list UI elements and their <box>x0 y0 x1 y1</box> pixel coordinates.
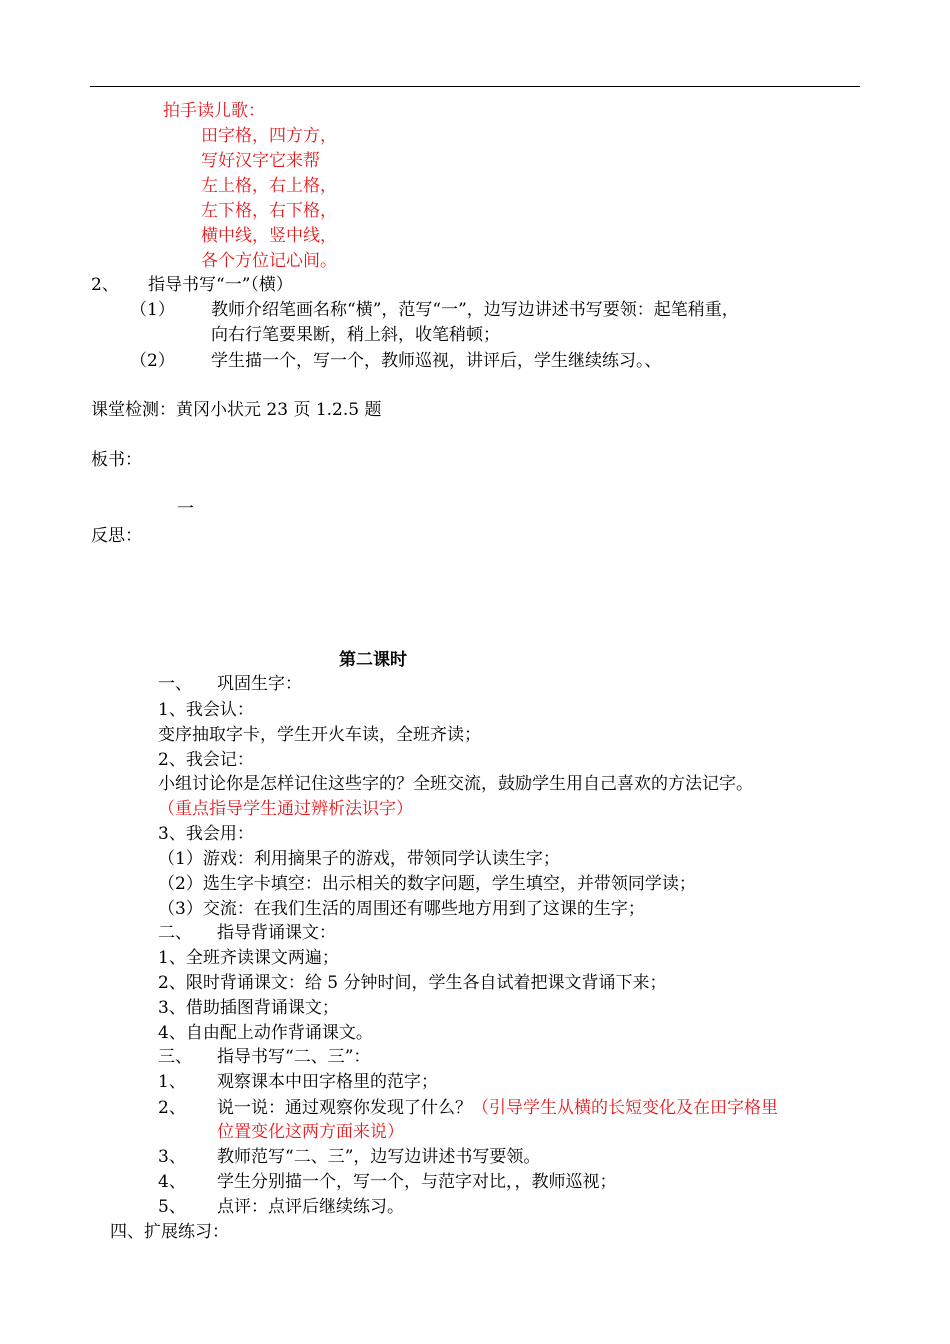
section-title: 指导背诵课文： <box>217 923 336 943</box>
step-number: 4、 <box>158 1172 186 1192</box>
rhyme-line: 田字格，四方方， <box>201 126 337 146</box>
board-character: 一 <box>177 499 194 519</box>
sub-step-text: 向右行笔要果断，稍上斜，收笔稍顿； <box>211 325 500 345</box>
board-label: 板书： <box>91 450 142 470</box>
rhyme-title: 拍手读儿歌： <box>163 101 265 121</box>
item-text: 小组讨论你是怎样记住这些字的？全班交流，鼓励学生用自己喜欢的方法记字。 <box>158 774 753 794</box>
list-item: （1）游戏：利用摘果子的游戏，带领同学认读生字； <box>158 849 560 869</box>
lesson-title: 第二课时 <box>339 650 407 670</box>
section-title: 巩固生字： <box>217 674 302 694</box>
step-text <box>217 1096 778 1120</box>
section-number: 二、 <box>158 923 192 943</box>
rhyme-line: 写好汉字它来帮 <box>201 151 320 171</box>
list-item: 2、限时背诵课文：给 5 分钟时间，学生各自试着把课文背诵下来； <box>158 973 667 993</box>
rhyme-line: 横中线，竖中线， <box>201 226 337 246</box>
section-number: 三、 <box>158 1047 192 1067</box>
step-number: 3、 <box>158 1147 186 1167</box>
step-text: 教师范写“二、三”，边写边讲述书写要领。 <box>217 1147 541 1167</box>
step-text-main: 说一说：通过观察你发现了什么？ <box>217 1098 472 1118</box>
step-note: （引导学生从横的长短变化及在田字格里 <box>472 1098 778 1118</box>
step-number: 2、 <box>91 275 119 295</box>
list-item: 4、自由配上动作背诵课文。 <box>158 1023 373 1043</box>
step-text: 学生分别描一个，写一个，与范字对比，，教师巡视； <box>217 1172 617 1192</box>
item-note: （重点指导学生通过辨析法识字） <box>158 799 413 819</box>
sub-step-text: 学生描一个，写一个，教师巡视，讲评后，学生继续练习。、 <box>211 351 662 371</box>
list-item: 1、全班齐读课文两遍； <box>158 948 339 968</box>
rhyme-line: 左上格，右上格， <box>201 176 337 196</box>
rhyme-line: 左下格，右下格， <box>201 201 337 221</box>
sub-step-number: （1） <box>130 300 175 320</box>
list-item: （3）交流：在我们生活的周围还有哪些地方用到了这课的生字； <box>158 899 645 919</box>
reflection-label: 反思： <box>91 526 142 546</box>
item-text: 变序抽取字卡，学生开火车读，全班齐读； <box>158 725 481 745</box>
section-title: 指导书写“二、三”： <box>217 1047 371 1067</box>
step-number: 1、 <box>158 1072 186 1092</box>
item-heading: 2、我会记： <box>158 750 254 770</box>
sub-step-number: （2） <box>130 351 175 371</box>
step-note: 位置变化这两方面来说） <box>217 1122 404 1142</box>
step-text: 观察课本中田字格里的范字； <box>217 1072 438 1092</box>
section-number: 一、 <box>158 674 192 694</box>
item-heading: 1、我会认： <box>158 700 254 720</box>
item-heading: 3、我会用： <box>158 824 254 844</box>
sub-step-text: 教师介绍笔画名称“横”，范写“一”，边写边讲述书写要领：起笔稍重， <box>211 300 739 320</box>
class-check: 课堂检测：黄冈小状元 23 页 1.2.5 题 <box>91 400 382 420</box>
step-text: 指导书写“一”（横） <box>148 275 293 295</box>
header-rule <box>90 86 860 87</box>
step-number: 5、 <box>158 1197 186 1217</box>
list-item: （2）选生字卡填空：出示相关的数字问题，学生填空，并带领同学读； <box>158 874 696 894</box>
section-title: 四、扩展练习： <box>110 1222 229 1242</box>
rhyme-line: 各个方位记心间。 <box>201 251 337 271</box>
step-number: 2、 <box>158 1098 186 1118</box>
step-text: 点评：点评后继续练习。 <box>217 1197 404 1217</box>
list-item: 3、借助插图背诵课文； <box>158 998 339 1018</box>
